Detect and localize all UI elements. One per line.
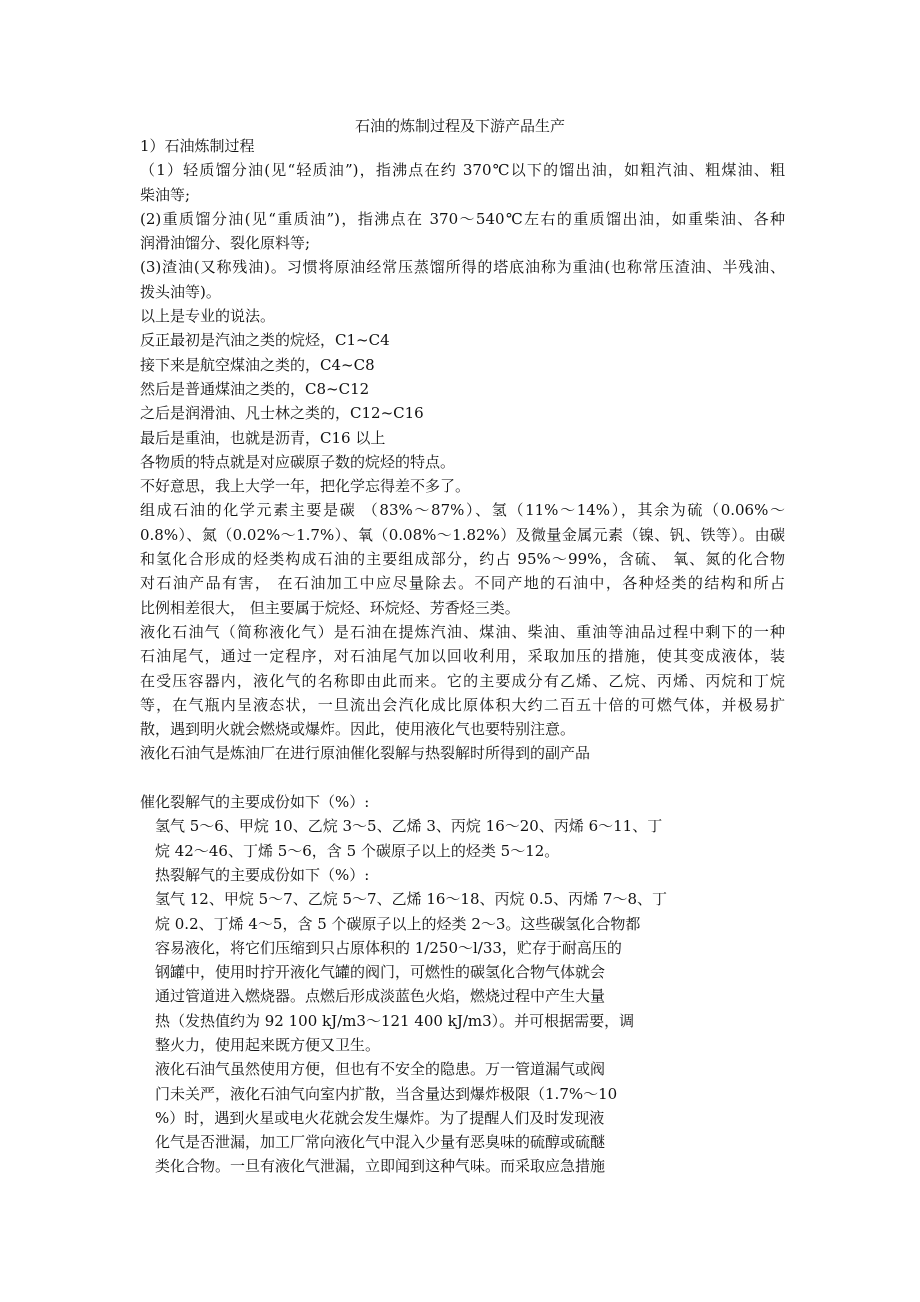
text-line: 通过管道进入燃烧器。点燃后形成淡蓝色火焰，燃烧过程中产生大量 [155, 987, 606, 1006]
text-line: 以上是专业的说法。 [140, 307, 276, 326]
text-line: %）时，遇到火星或电火花就会发生爆炸。为了提醒人们及时发现液 [155, 1108, 605, 1127]
text-line: 钢罐中，使用时拧开液化气罐的阀门，可燃性的碳氢化合物气体就会 [155, 963, 606, 982]
text-line: 然后是普通煤油之类的，C8~C12 [140, 379, 370, 398]
text-line: 不好意思，我上大学一年，把化学忘得差不多了。 [140, 477, 471, 496]
text-line: 拨头油等)。 [140, 282, 221, 301]
text-line: 石油尾气，通过一定程序，对石油尾气加以回收利用，采取加压的措施，使其变成液体，装 [140, 647, 785, 666]
text-line: 氢气 5～6、甲烷 10、乙烷 3～5、乙烯 3、丙烷 16～20、丙烯 6～11、丁 [155, 817, 663, 836]
text-line: 热（发热值约为 92 100 kJ/m3～121 400 kJ/m3）。并可根据需要，调 [155, 1011, 635, 1030]
text-line: 0.8%）、氮（0.02%～1.7%）、氧（0.08%～1.82%）及微量金属元素（镍、钒、铁等）。由碳 [140, 525, 785, 544]
text-line: 在受压容器内，液化气的名称即由此而来。它的主要成分有乙烯、乙烷、丙烯、丙烷和丁烷 [140, 671, 785, 690]
text-line: 润滑油馏分、裂化原料等; [140, 234, 311, 253]
section-heading: 1）石油炼制过程 [140, 137, 255, 155]
text-line: 散，遇到明火就会燃烧或爆炸。因此，使用液化气也要特别注意。 [140, 720, 576, 739]
document-body [140, 134, 785, 1179]
text-line: 烷 42～46、丁烯 5～6，含 5 个碳原子以上的烃类 5～12。 [155, 841, 560, 860]
text-line: 组成石油的化学元素主要是碳 （83%～87%）、氢（11%～14%），其余为硫（0.06%～ [140, 501, 785, 520]
text-line: 液化石油气是炼油厂在进行原油催化裂解与热裂解时所得到的副产品 [140, 744, 591, 763]
text-line: 之后是润滑油、凡士林之类的，C12~C16 [140, 404, 424, 423]
document-title: 石油的炼制过程及下游产品生产 [354, 117, 565, 135]
text-line: 对石油产品有害， 在石油加工中应尽量除去。不同产地的石油中，各种烃类的结构和所占 [140, 574, 785, 593]
text-line: 类化合物。一旦有液化气泄漏，立即闻到这种气味。而采取应急措施 [155, 1157, 606, 1176]
text-line: 催化裂解气的主要成份如下（%）: [140, 793, 370, 812]
text-line: 液化石油气虽然使用方便，但也有不安全的隐患。万一管道漏气或阀 [155, 1060, 606, 1079]
text-line: 烷 0.2、丁烯 4～5，含 5 个碳原子以上的烃类 2～3。这些碳氢化合物都 [155, 914, 641, 933]
text-line: 和氢化合形成的烃类构成石油的主要组成部分，约占 95%～99%，含硫、 氧、氮的化合物 [140, 550, 785, 569]
text-line: （1）轻质馏分油(见“轻质油”)，指沸点在约 370℃以下的馏出油，如粗汽油、粗煤油、粗 [140, 161, 785, 180]
text-line: 容易液化，将它们压缩到只占原体积的 1/250～l/33，贮存于耐高压的 [155, 938, 622, 957]
text-line: 热裂解气的主要成份如下（%）: [155, 865, 370, 884]
text-line: 液化石油气（简称液化气）是石油在提炼汽油、煤油、柴油、重油等油品过程中剩下的一种 [140, 622, 785, 641]
text-line: 氢气 12、甲烷 5～7、乙烷 5～7、乙烯 16～18、丙烷 0.5、丙烯 7～8、丁 [155, 890, 667, 909]
text-line: 柴油等; [140, 185, 191, 204]
text-line: (3)渣油(又称残油)。习惯将原油经常压蒸馏所得的塔底油称为重油(也称常压渣油、半残油、 [140, 258, 785, 277]
text-line: 反正最初是汽油之类的烷烃，C1~C4 [140, 331, 390, 350]
text-line: 接下来是航空煤油之类的，C4~C8 [140, 355, 375, 374]
text-line: 各物质的特点就是对应碳原子数的烷烃的特点。 [140, 452, 456, 471]
text-line: 最后是重油，也就是沥青，C16 以上 [140, 428, 386, 447]
text-line: 门未关严，液化石油气向室内扩散，当含量达到爆炸极限（1.7%～10 [155, 1084, 618, 1103]
text-line: 化气是否泄漏，加工厂常向液化气中混入少量有恶臭味的硫醇或硫醚 [155, 1133, 606, 1152]
blank-line [140, 766, 785, 790]
text-line: (2)重质馏分油(见“重质油”)，指沸点在 370～540℃左右的重质馏出油，如重柴油、各种 [140, 209, 785, 228]
text-line: 整火力，使用起来既方便又卫生。 [155, 1035, 381, 1054]
text-line: 等，在气瓶内呈液态状，一旦流出会汽化成比原体积大约二百五十倍的可燃气体，并极易扩 [140, 695, 785, 714]
text-line: 比例相差很大， 但主要属于烷烃、环烷烃、芳香烃三类。 [140, 598, 520, 617]
